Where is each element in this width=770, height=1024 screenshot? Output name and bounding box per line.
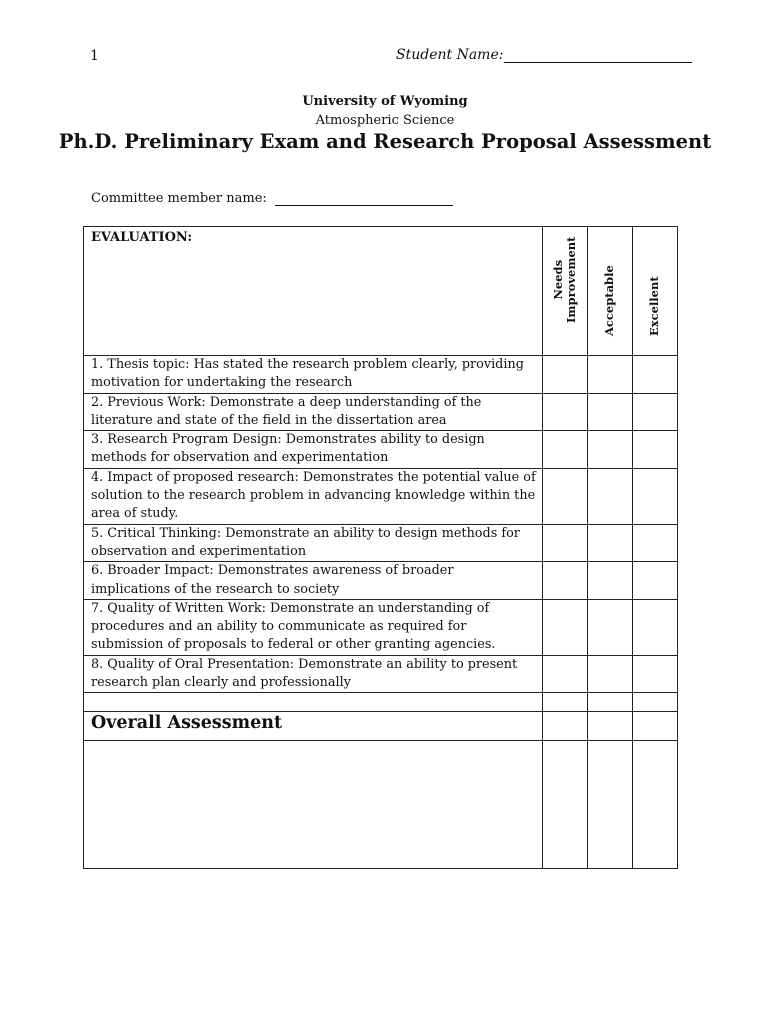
criterion-cell — [84, 599, 543, 655]
document-title: Ph.D. Preliminary Exam and Research Proposal Assessment — [58, 130, 712, 153]
rating-cell-needs-improvement[interactable] — [543, 468, 588, 524]
rating-cell-needs-improvement[interactable] — [543, 655, 588, 693]
table-row — [84, 431, 678, 469]
column-header-acceptable — [588, 227, 633, 356]
rating-cell-excellent[interactable] — [633, 393, 678, 431]
committee-member-label: Committee member name: — [91, 191, 267, 206]
rating-cell-needs-improvement[interactable] — [543, 741, 588, 869]
rating-cell-needs-improvement[interactable] — [543, 356, 588, 394]
student-name-label: Student Name: — [396, 47, 504, 63]
rating-cell-excellent[interactable] — [633, 356, 678, 394]
overall-assessment-notes-row — [84, 741, 678, 869]
rating-cell-acceptable[interactable] — [588, 562, 633, 600]
column-header-label: Improvement — [564, 236, 578, 323]
rating-cell-excellent[interactable] — [633, 524, 678, 562]
criterion-cell — [84, 562, 543, 600]
rating-cell-excellent[interactable] — [633, 712, 678, 741]
rating-cell-needs-improvement[interactable] — [543, 393, 588, 431]
rating-cell-acceptable[interactable] — [588, 712, 633, 741]
student-name-field[interactable] — [396, 47, 692, 63]
criterion-text: 1. Thesis topic: Has stated the research problem clearly, providing motivation for undertaking the research — [91, 357, 524, 391]
rating-cell-excellent[interactable] — [633, 431, 678, 469]
rating-cell-acceptable[interactable] — [588, 356, 633, 394]
blank-row — [84, 693, 678, 712]
table-row — [84, 562, 678, 600]
table-row — [84, 524, 678, 562]
criterion-text: 8. Quality of Oral Presentation: Demonstrate an ability to present research plan clearly and professionally — [91, 656, 518, 691]
rating-cell-acceptable[interactable] — [588, 741, 633, 869]
evaluation-heading: EVALUATION: — [84, 227, 543, 356]
criterion-text: 6. Broader Impact: Demonstrates awareness of broader implications of the research to society — [91, 563, 454, 597]
column-header-label: Acceptable — [602, 265, 616, 336]
committee-member-line[interactable] — [275, 192, 453, 206]
table-row — [84, 655, 678, 693]
criterion-cell — [84, 524, 543, 562]
rating-cell-needs-improvement[interactable] — [543, 431, 588, 469]
table-row — [84, 393, 678, 431]
evaluation-table — [83, 226, 678, 869]
criterion-text: 7. Quality of Written Work: Demonstrate an understanding of procedures and an ability to communicate as required for submission of proposals to federal or other granting agencies. — [91, 600, 496, 653]
criterion-text: 5. Critical Thinking: Demonstrate an ability to design methods for observation and experimentation — [91, 525, 520, 559]
rating-cell-excellent[interactable] — [633, 562, 678, 600]
blank-cell[interactable] — [84, 693, 543, 712]
table-header-row — [84, 227, 678, 356]
rating-cell-needs-improvement[interactable] — [543, 562, 588, 600]
rating-cell-excellent[interactable] — [633, 655, 678, 693]
criterion-text: 3. Research Program Design: Demonstrates ability to design methods for observation and experimentation — [91, 432, 485, 466]
rating-cell-acceptable[interactable] — [588, 599, 633, 655]
criterion-text: 4. Impact of proposed research: Demonstrates the potential value of solution to the research problem in advancing knowledge within the area of study. — [91, 469, 536, 522]
rating-cell-excellent[interactable] — [633, 693, 678, 712]
university-name: University of Wyoming — [302, 94, 468, 109]
criterion-cell — [84, 431, 543, 469]
rating-cell-needs-improvement[interactable] — [543, 712, 588, 741]
rating-cell-acceptable[interactable] — [588, 655, 633, 693]
overall-assessment-row — [84, 712, 678, 741]
criterion-cell — [84, 393, 543, 431]
overall-assessment-notes-cell[interactable] — [84, 741, 543, 869]
rating-cell-acceptable[interactable] — [588, 524, 633, 562]
rating-cell-needs-improvement[interactable] — [543, 524, 588, 562]
criterion-text: 2. Previous Work: Demonstrate a deep understanding of the literature and state of the field in the dissertation area — [91, 394, 482, 428]
rating-cell-acceptable[interactable] — [588, 393, 633, 431]
rating-cell-needs-improvement[interactable] — [543, 599, 588, 655]
column-header-excellent — [633, 227, 678, 356]
rating-cell-needs-improvement[interactable] — [543, 693, 588, 712]
rating-cell-acceptable[interactable] — [588, 468, 633, 524]
criterion-cell — [84, 356, 543, 394]
table-row — [84, 468, 678, 524]
column-header-needs-improvement — [543, 227, 588, 356]
student-name-line[interactable] — [504, 48, 692, 63]
table-row — [84, 356, 678, 394]
committee-member-field[interactable] — [91, 191, 453, 206]
rating-cell-acceptable[interactable] — [588, 431, 633, 469]
criterion-cell — [84, 655, 543, 693]
department-name: Atmospheric Science — [315, 113, 455, 128]
rating-cell-excellent[interactable] — [633, 599, 678, 655]
table-row — [84, 599, 678, 655]
criterion-cell — [84, 468, 543, 524]
rating-cell-excellent[interactable] — [633, 741, 678, 869]
column-header-label: Excellent — [647, 276, 661, 336]
overall-assessment-label: Overall Assessment — [84, 712, 543, 741]
rating-cell-acceptable[interactable] — [588, 693, 633, 712]
page-number: 1 — [90, 48, 99, 64]
column-header-label: Needs — [551, 259, 565, 300]
rating-cell-excellent[interactable] — [633, 468, 678, 524]
